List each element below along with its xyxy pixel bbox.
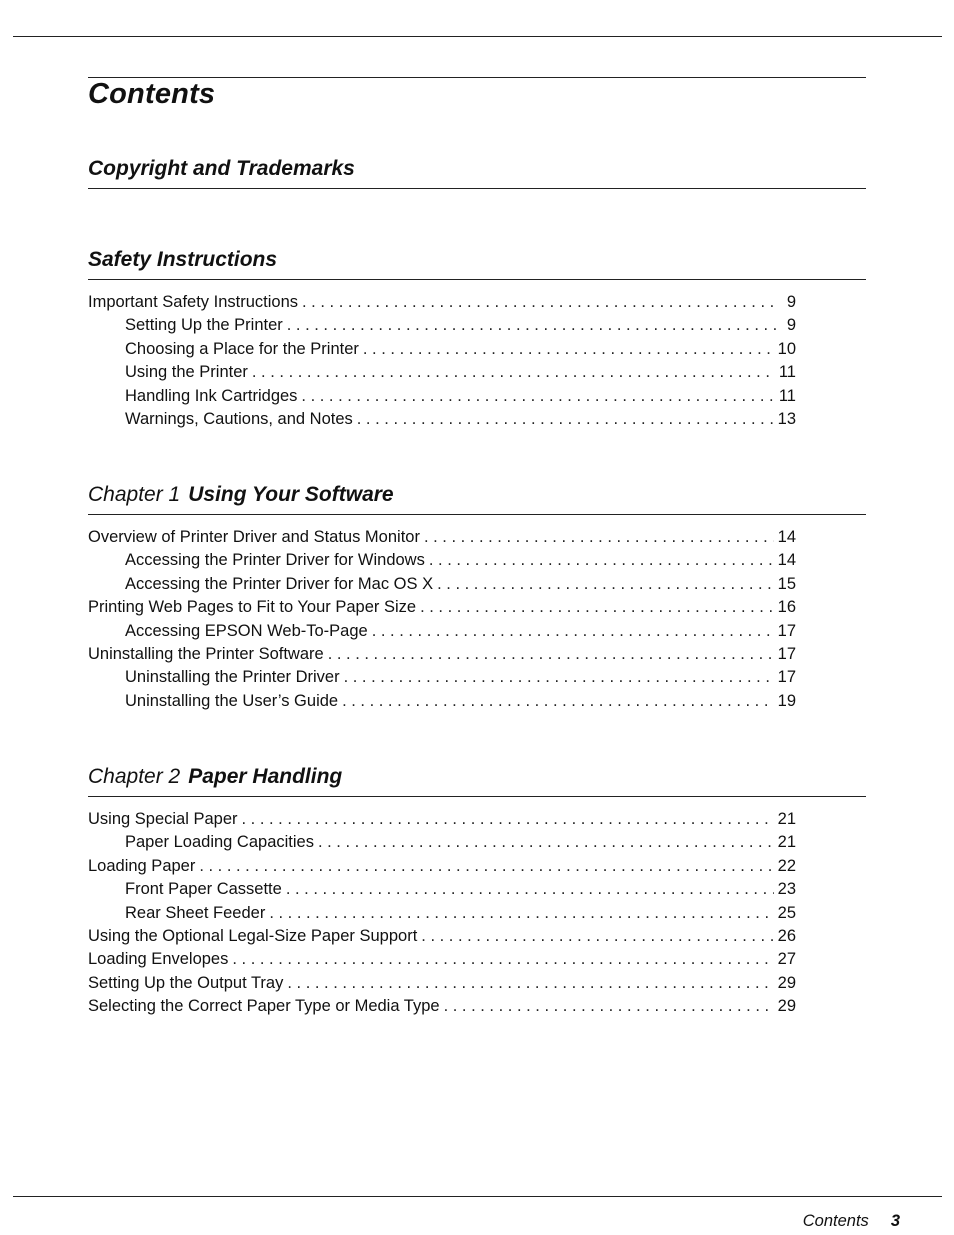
toc-entry-page: 25: [777, 903, 796, 922]
section-rule: [88, 796, 866, 797]
dot-leader: [195, 855, 773, 878]
toc-entry-title: Accessing EPSON Web-To-Page: [125, 621, 368, 640]
dot-leader: [283, 314, 776, 337]
toc-list-chapter-2: [88, 808, 796, 1019]
toc-entry-title: Loading Envelopes: [88, 950, 229, 969]
dot-leader: [314, 831, 774, 854]
toc-entry-title: Paper Loading Capacities: [125, 833, 314, 852]
dot-leader: [238, 808, 774, 831]
toc-entry[interactable]: [88, 596, 796, 619]
toc-entry-title: Selecting the Correct Paper Type or Media Type: [88, 997, 440, 1016]
toc-entry-title: Important Safety Instructions: [88, 293, 299, 311]
toc-entry-page: 17: [777, 644, 796, 663]
toc-entry[interactable]: [88, 291, 796, 314]
dot-leader: [425, 549, 774, 572]
toc-entry-title: Overview of Printer Driver and Status Monitor: [88, 528, 420, 546]
toc-entry[interactable]: [88, 808, 796, 831]
toc-entry[interactable]: [88, 878, 796, 901]
section-name: Using Your Software: [188, 483, 394, 506]
section-rule: [88, 188, 866, 189]
toc-entry[interactable]: [88, 338, 796, 361]
section-name: Copyright and Trademarks: [88, 157, 355, 180]
toc-entry[interactable]: [88, 995, 796, 1018]
toc-entry-title: Accessing the Printer Driver for Mac OS X: [125, 574, 434, 593]
toc-entry-page: 13: [777, 409, 796, 428]
section-title: [88, 765, 342, 789]
toc-entry-page: 11: [778, 363, 796, 382]
toc-entry-page: 16: [777, 598, 796, 617]
toc-list-safety: [88, 291, 796, 431]
toc-entry-page: 9: [786, 316, 796, 335]
section-title: [88, 248, 277, 272]
toc-entry[interactable]: [88, 361, 796, 384]
toc-entry-page: 26: [777, 926, 796, 945]
toc-entry-title: Rear Sheet Feeder: [125, 903, 266, 922]
section-rule: [88, 279, 866, 280]
toc-entry-title: Using Special Paper: [88, 810, 238, 828]
dot-leader: [359, 338, 774, 361]
chapter-label: Chapter 1: [88, 483, 181, 506]
dot-leader: [340, 666, 774, 689]
toc-entry[interactable]: [88, 972, 796, 995]
toc-entry-title: Handling Ink Cartridges: [125, 386, 298, 405]
bottom-rule: [13, 1196, 942, 1197]
toc-entry-page: 22: [777, 856, 796, 875]
section-name: Safety Instructions: [88, 248, 278, 271]
toc-entry-page: 19: [777, 691, 796, 710]
toc-entry[interactable]: [88, 690, 796, 713]
chapter-label: Chapter 2: [88, 765, 181, 788]
toc-entry-page: 11: [778, 386, 796, 405]
toc-entry-title: Using the Optional Legal-Size Paper Support: [88, 926, 418, 945]
toc-entry-title: Choosing a Place for the Printer: [125, 339, 359, 358]
toc-entry-page: 9: [786, 293, 796, 311]
dot-leader: [248, 361, 775, 384]
section-title: [88, 483, 394, 507]
toc-entry-page: 17: [777, 621, 796, 640]
toc-entry-page: 29: [777, 973, 796, 992]
toc-entry-page: 29: [777, 997, 796, 1016]
dot-leader: [324, 643, 774, 666]
toc-entry[interactable]: [88, 902, 796, 925]
toc-entry-title: Uninstalling the Printer Software: [88, 644, 324, 663]
dot-leader: [283, 972, 773, 995]
dot-leader: [353, 408, 774, 431]
toc-entry-page: 17: [777, 668, 796, 687]
toc-entry-page: 14: [777, 528, 796, 546]
toc-entry[interactable]: [88, 385, 796, 408]
section-name: Paper Handling: [188, 765, 343, 788]
toc-entry[interactable]: [88, 666, 796, 689]
dot-leader: [298, 291, 776, 314]
toc-entry-page: 21: [777, 833, 796, 852]
toc-entry[interactable]: [88, 314, 796, 337]
toc-entry[interactable]: [88, 549, 796, 572]
toc-entry[interactable]: [88, 620, 796, 643]
dot-leader: [420, 526, 774, 549]
top-rule: [13, 36, 942, 37]
toc-entry[interactable]: [88, 855, 796, 878]
toc-entry-page: 14: [777, 551, 796, 570]
section-rule: [88, 514, 866, 515]
toc-entry-title: Accessing the Printer Driver for Windows: [125, 551, 425, 570]
dot-leader: [368, 620, 774, 643]
toc-entry[interactable]: [88, 573, 796, 596]
dot-leader: [265, 902, 773, 925]
dot-leader: [440, 995, 774, 1018]
toc-entry-page: 27: [777, 950, 796, 969]
toc-entry-title: Setting Up the Output Tray: [88, 973, 284, 992]
dot-leader: [297, 385, 774, 408]
toc-entry-title: Warnings, Cautions, and Notes: [125, 409, 353, 428]
toc-entry[interactable]: [88, 526, 796, 549]
dot-leader: [338, 690, 774, 713]
dot-leader: [228, 948, 773, 971]
toc-entry-page: 15: [777, 574, 796, 593]
toc-entry-title: Using the Printer: [125, 363, 248, 382]
dot-leader: [282, 878, 774, 901]
page-title: Contents: [88, 78, 216, 110]
toc-entry-title: Setting Up the Printer: [125, 316, 283, 335]
toc-entry[interactable]: [88, 643, 796, 666]
dot-leader: [416, 596, 774, 619]
footer-page-number: 3: [890, 1212, 900, 1230]
toc-entry[interactable]: [88, 948, 796, 971]
footer-label: Contents: [802, 1212, 869, 1230]
toc-entry-title: Uninstalling the Printer Driver: [125, 668, 340, 687]
page-footer: [700, 1212, 900, 1231]
toc-entry[interactable]: [88, 831, 796, 854]
toc-entry-title: Loading Paper: [88, 856, 196, 875]
toc-entry[interactable]: [88, 408, 796, 431]
toc-entry-page: 10: [777, 339, 796, 358]
dot-leader: [417, 925, 773, 948]
toc-entry[interactable]: [88, 925, 796, 948]
toc-entry-page: 21: [777, 810, 796, 828]
toc-list-chapter-1: [88, 526, 796, 713]
toc-entry-title: Uninstalling the User’s Guide: [125, 691, 339, 710]
toc-entry-title: Printing Web Pages to Fit to Your Paper Size: [88, 598, 417, 617]
toc-entry-page: 23: [777, 880, 796, 899]
dot-leader: [433, 573, 774, 596]
section-title: [88, 157, 355, 181]
toc-entry-title: Front Paper Cassette: [125, 880, 282, 899]
